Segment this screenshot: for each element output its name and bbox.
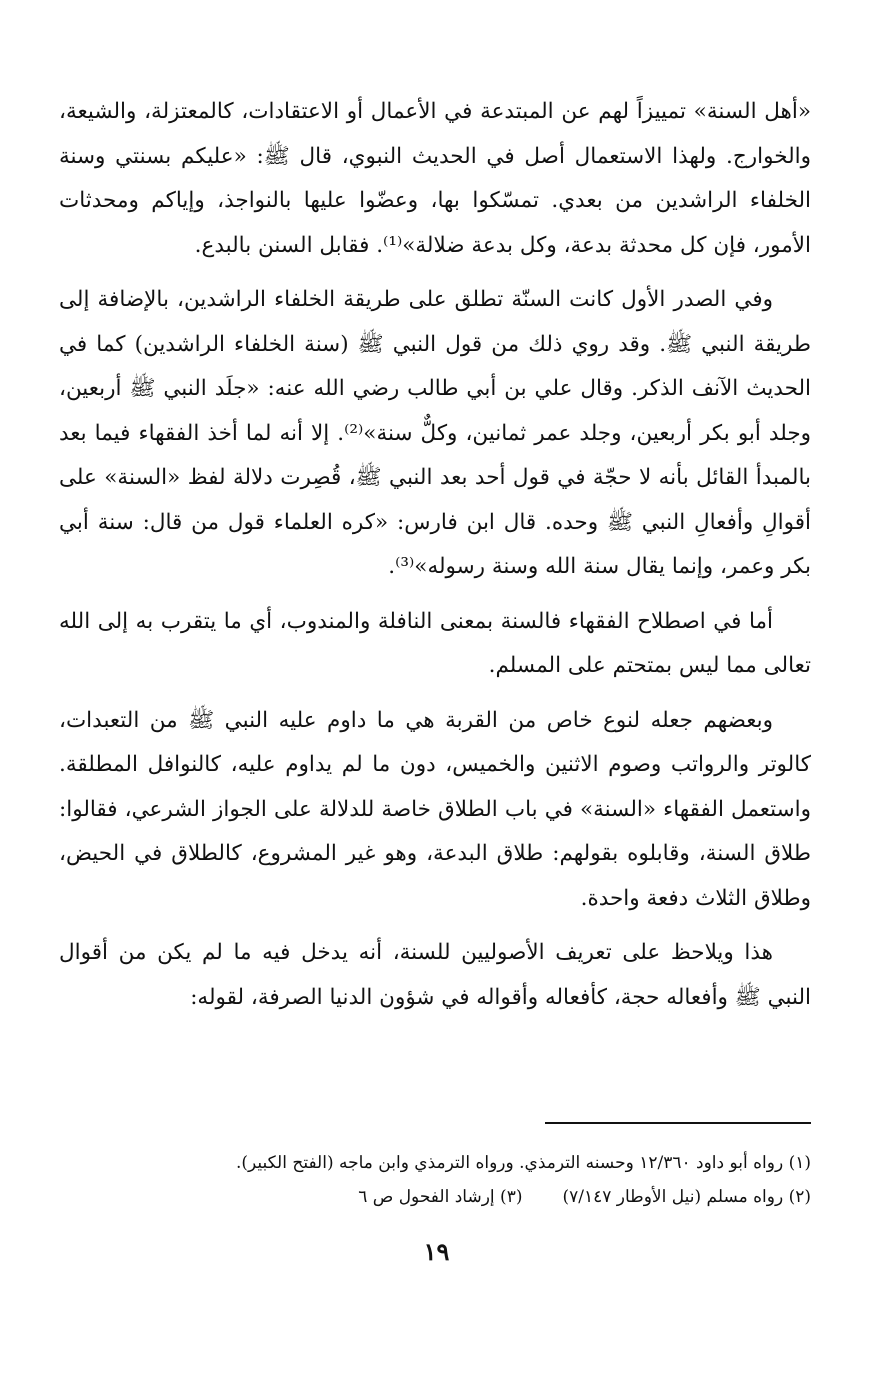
footnote-divider	[545, 1122, 811, 1124]
paragraph-special-qurba: وبعضهم جعله لنوع خاص من القربة هي ما داوم عليه النبي ﷺ من التعبدات، كالوتر والرواتب وصوم الاثنين والخميس، دون ما لم يداوم عليه، كالنوافل المطلقة. واستعمل الفقهاء «السنة» في باب الطلاق خاصة للدلالة على الجواز الشرعي، فقالوا: طلاق السنة، وقابلوه بقولهم: طلاق البدعة، وهو غير المشروع، كالطلاق في الحيض، وطلاق الثلاث دفعة واحدة.	[59, 707, 811, 911]
footnote-3: (٣) إرشاد الفحول ص ٦	[358, 1187, 523, 1207]
page-number: ١٩	[423, 1237, 450, 1266]
paragraph-early-era: وفي الصدر الأول كانت السنّة تطلق على طريقة الخلفاء الراشدين، بالإضافة إلى طريقة النبي ﷺ. وقد روي ذلك من قول النبي ﷺ (سنة الخلفاء الراشدين) كما في الحديث الآنف الذكر. وقال علي بن أبي طالب رضي الله عنه: «جلَد النبي ﷺ أربعين، وجلد أبو بكر أربعين، وجلد عمر ثمانين، وكلٌّ سنة»⁽²⁾. إلا أنه لما أخذ الفقهاء فيما بعد بالمبدأ القائل بأنه لا حجّة في قول أحد بعد النبي ﷺ، قُصِرت دلالة لفظ «السنة» على أقوالِ وأفعالِ النبي ﷺ وحده. قال ابن فارس: «كره العلماء قول من قال: سنة أبي بكر وعمر، وإنما يقال سنة الله وسنة رسوله»⁽³⁾.	[59, 287, 811, 579]
footnote-1: (١) رواه أبو داود ١٢/٣٦٠ وحسنه الترمذي. ورواه الترمذي وابن ماجه (الفتح الكبير).	[235, 1153, 811, 1173]
paragraph-fuqaha-definition: أما في اصطلاح الفقهاء فالسنة بمعنى النافلة والمندوب، أي ما يتقرب به إلى الله تعالى مما ليس بمتحتم على المسلم.	[59, 608, 811, 678]
footnote-row-2	[59, 1180, 811, 1214]
paragraph-ahl-al-sunnah: «أهل السنة» تمييزاً لهم عن المبتدعة في الأعمال أو الاعتقادات، كالمعتزلة، والشيعة، والخوارج. ولهذا الاستعمال أصل في الحديث النبوي، قال ﷺ: «عليكم بسنتي وسنة الخلفاء الراشدين من بعدي. تمسّكوا بها، وعضّوا عليها بالنواجذ، وإياكم ومحدثات الأمور، فإن كل محدثة بدعة، وكل بدعة ضلالة»⁽¹⁾. فقابل السنن بالبدع.	[59, 99, 811, 258]
footnotes	[59, 1146, 811, 1214]
footnote-2: (٢) رواه مسلم (نيل الأوطار ٧/١٤٧)	[562, 1187, 811, 1207]
footnote-row-1	[59, 1146, 811, 1180]
main-text	[59, 90, 811, 1030]
paragraph-usuliyyin-note: هذا ويلاحظ على تعريف الأصوليين للسنة، أنه يدخل فيه ما لم يكن من أقوال النبي ﷺ وأفعاله حجة، كأفعاله وأقواله في شؤون الدنيا الصرفة، لقوله:	[59, 940, 811, 1010]
